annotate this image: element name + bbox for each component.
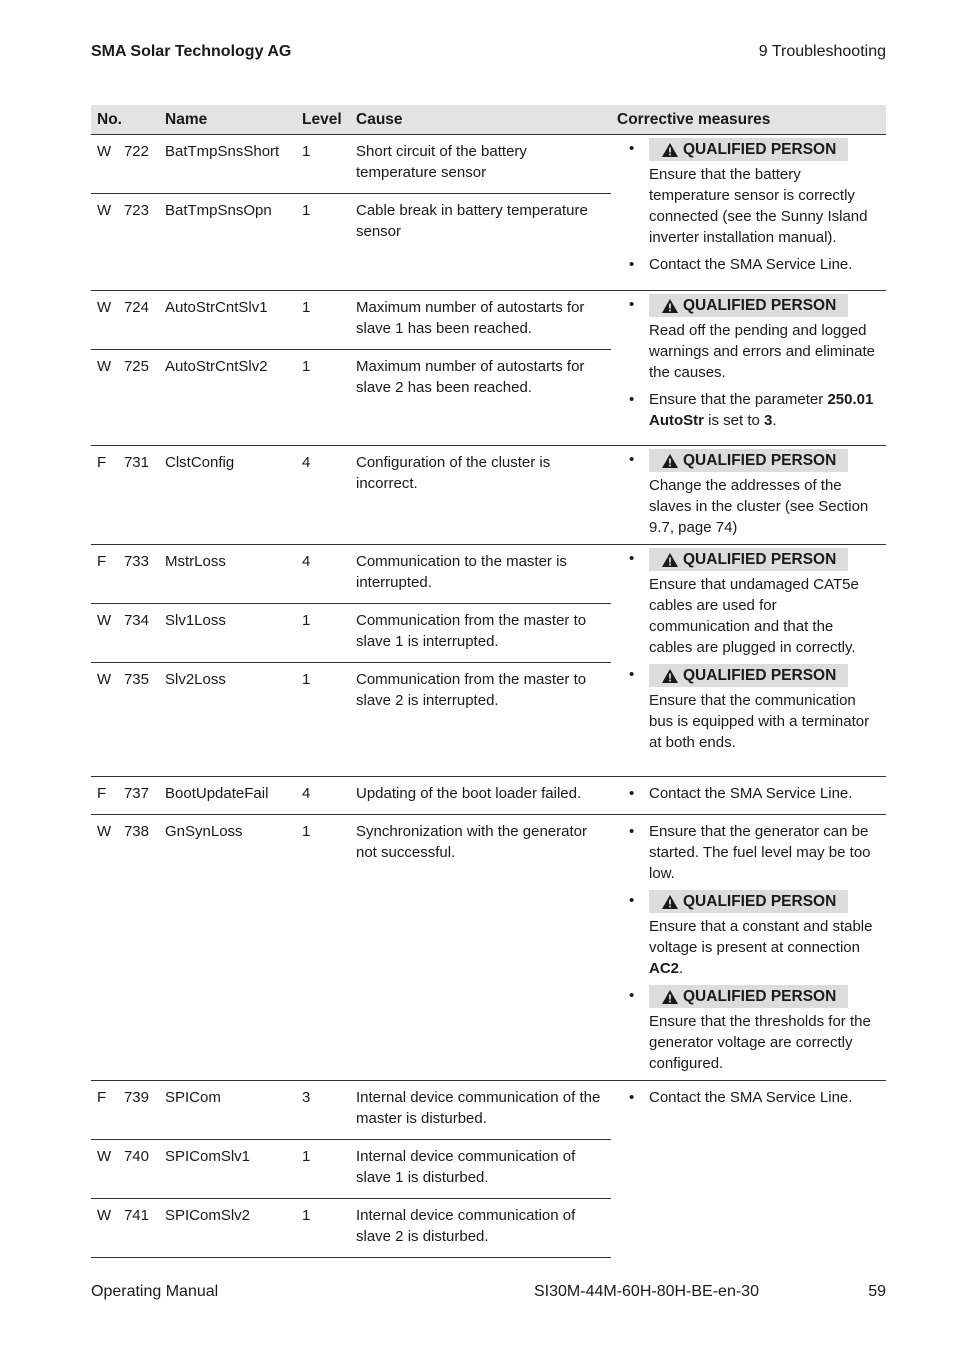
measure-item: • Ensure that the parameter 250.01 AutoStr is set to 3. — [627, 389, 880, 431]
table-header-row — [91, 105, 886, 135]
warning-icon — [661, 298, 679, 314]
event-number: F 739 — [91, 1081, 159, 1140]
event-number: F 733 — [91, 545, 159, 604]
section-title: 9 Troubleshooting — [758, 43, 886, 60]
event-name: AutoStrCntSlv2 — [159, 350, 296, 446]
event-number: W 723 — [91, 194, 159, 291]
document-id: SI30M-44M-60H-80H-BE-en-30 — [534, 1283, 759, 1300]
document-type: Operating Manual — [91, 1283, 219, 1300]
measure-text: Contact the SMA Service Line. — [649, 256, 853, 273]
measure-item: • QUALIFIED PERSON Ensure that the battery temperature sensor is correctly connected (see the Sunny Island inverter installation manual). — [627, 138, 880, 248]
measure-item: • QUALIFIED PERSON Ensure that the thresholds for the generator voltage are correctly configured. — [627, 985, 880, 1074]
event-name: BatTmpSnsOpn — [159, 194, 296, 291]
corrective-measures — [611, 815, 886, 1081]
connection-name: AC2 — [649, 960, 680, 977]
warning-icon — [661, 668, 679, 684]
column-header-no: No. — [91, 105, 159, 135]
column-header-name: Name — [159, 105, 296, 135]
event-cause: Internal device communication of slave 1 is disturbed. — [350, 1140, 611, 1199]
corrective-measures — [611, 1081, 886, 1258]
measure-text: Change the addresses of the slaves in the cluster (see Section 9.7, page 74) — [649, 477, 869, 536]
event-level: 1 — [296, 663, 350, 777]
event-name: SPICom — [159, 1081, 296, 1140]
event-cause: Maximum number of autostarts for slave 2 has been reached. — [350, 350, 611, 446]
event-number: W 735 — [91, 663, 159, 777]
qualified-person-badge: QUALIFIED PERSON — [649, 664, 848, 687]
event-number: W 724 — [91, 291, 159, 350]
measure-item: • QUALIFIED PERSON Ensure that the communication bus is equipped with a terminator at both ends. — [627, 664, 880, 753]
qualified-person-badge: QUALIFIED PERSON — [649, 449, 848, 472]
event-cause: Synchronization with the generator not successful. — [350, 815, 611, 1081]
measure-text: Contact the SMA Service Line. — [649, 785, 853, 802]
event-cause: Internal device communication of slave 2 is disturbed. — [350, 1199, 611, 1258]
event-level: 1 — [296, 135, 350, 194]
table-row — [91, 291, 886, 350]
corrective-measures — [611, 446, 886, 545]
table-row — [91, 815, 886, 1081]
table-row — [91, 777, 886, 815]
event-number: W 741 — [91, 1199, 159, 1258]
event-name: Slv1Loss — [159, 604, 296, 663]
measure-text: Ensure that the communication bus is equipped with a terminator at both ends. — [649, 692, 870, 751]
measure-item: • QUALIFIED PERSON Change the addresses of the slaves in the cluster (see Section 9.7, page 74) — [627, 449, 880, 538]
event-cause: Communication from the master to slave 1 is interrupted. — [350, 604, 611, 663]
measure-text: Ensure that the thresholds for the generator voltage are correctly configured. — [649, 1013, 871, 1072]
event-level: 3 — [296, 1081, 350, 1140]
qualified-person-badge: QUALIFIED PERSON — [649, 985, 848, 1008]
table-row — [91, 446, 886, 545]
troubleshooting-table — [91, 105, 886, 1258]
event-number: W 725 — [91, 350, 159, 446]
event-number: F 731 — [91, 446, 159, 545]
event-number: W 740 — [91, 1140, 159, 1199]
event-level: 1 — [296, 1140, 350, 1199]
measure-text: Ensure that the parameter 250.01 AutoStr is set to 3. — [649, 391, 874, 429]
event-level: 4 — [296, 446, 350, 545]
event-cause: Internal device communication of the master is disturbed. — [350, 1081, 611, 1140]
qualified-person-badge: QUALIFIED PERSON — [649, 138, 848, 161]
parameter-name: 250.01 AutoStr — [649, 391, 874, 429]
measure-item: • QUALIFIED PERSON Read off the pending and logged warnings and errors and eliminate the causes. — [627, 294, 880, 383]
table-row — [91, 545, 886, 604]
event-name: ClstConfig — [159, 446, 296, 545]
event-cause: Communication from the master to slave 2 is interrupted. — [350, 663, 611, 777]
event-name: SPIComSlv2 — [159, 1199, 296, 1258]
warning-icon — [661, 453, 679, 469]
event-name: SPIComSlv1 — [159, 1140, 296, 1199]
column-header-cause: Cause — [350, 105, 611, 135]
corrective-measures — [611, 135, 886, 291]
event-cause: Communication to the master is interrupted. — [350, 545, 611, 604]
measure-text: Read off the pending and logged warnings and errors and eliminate the causes. — [649, 322, 875, 381]
measure-item: • Contact the SMA Service Line. — [627, 1087, 880, 1108]
event-number: W 722 — [91, 135, 159, 194]
corrective-measures — [611, 545, 886, 777]
measure-item: • QUALIFIED PERSON Ensure that a constant and stable voltage is present at connection AC2. — [627, 890, 880, 979]
warning-icon — [661, 894, 679, 910]
event-level: 1 — [296, 291, 350, 350]
event-name: BatTmpSnsShort — [159, 135, 296, 194]
measure-text: Ensure that a constant and stable voltage is present at connection AC2. — [649, 918, 873, 977]
measure-text: Contact the SMA Service Line. — [649, 1089, 853, 1106]
measure-item: • QUALIFIED PERSON Ensure that undamaged CAT5e cables are used for communication and that the cables are plugged in correctly. — [627, 548, 880, 658]
page-number: 59 — [868, 1283, 886, 1300]
measure-item: • Ensure that the generator can be started. The fuel level may be too low. — [627, 821, 880, 884]
column-header-measures: Corrective measures — [611, 105, 886, 135]
event-cause: Short circuit of the battery temperature sensor — [350, 135, 611, 194]
event-level: 1 — [296, 604, 350, 663]
warning-icon — [661, 989, 679, 1005]
table-row — [91, 1081, 886, 1140]
table-row — [91, 135, 886, 194]
corrective-measures — [611, 291, 886, 446]
event-number: F 737 — [91, 777, 159, 815]
event-level: 1 — [296, 815, 350, 1081]
warning-icon — [661, 142, 679, 158]
company-name: SMA Solar Technology AG — [91, 43, 292, 60]
event-cause: Updating of the boot loader failed. — [350, 777, 611, 815]
column-header-level: Level — [296, 105, 350, 135]
event-cause: Maximum number of autostarts for slave 1 has been reached. — [350, 291, 611, 350]
corrective-measures — [611, 777, 886, 815]
qualified-person-badge: QUALIFIED PERSON — [649, 548, 848, 571]
warning-icon — [661, 552, 679, 568]
event-number: W 734 — [91, 604, 159, 663]
event-name: GnSynLoss — [159, 815, 296, 1081]
event-level: 1 — [296, 1199, 350, 1258]
measure-text: Ensure that undamaged CAT5e cables are used for communication and that the cables are plugged in correctly. — [649, 576, 859, 656]
measure-item: • Contact the SMA Service Line. — [627, 783, 880, 804]
parameter-value: 3 — [764, 412, 773, 429]
event-name: Slv2Loss — [159, 663, 296, 777]
event-level: 4 — [296, 777, 350, 815]
event-number: W 738 — [91, 815, 159, 1081]
measure-item: • Contact the SMA Service Line. — [627, 254, 880, 275]
event-name: BootUpdateFail — [159, 777, 296, 815]
event-name: AutoStrCntSlv1 — [159, 291, 296, 350]
event-cause: Configuration of the cluster is incorrect. — [350, 446, 611, 545]
event-level: 1 — [296, 194, 350, 291]
measure-text: Ensure that the battery temperature sensor is correctly connected (see the Sunny Island inverter installation manual). — [649, 166, 868, 246]
event-level: 4 — [296, 545, 350, 604]
event-name: MstrLoss — [159, 545, 296, 604]
qualified-person-badge: QUALIFIED PERSON — [649, 294, 848, 317]
measure-text: Ensure that the generator can be started. The fuel level may be too low. — [649, 823, 871, 882]
qualified-person-badge: QUALIFIED PERSON — [649, 890, 848, 913]
event-level: 1 — [296, 350, 350, 446]
event-cause: Cable break in battery temperature sensor — [350, 194, 611, 291]
